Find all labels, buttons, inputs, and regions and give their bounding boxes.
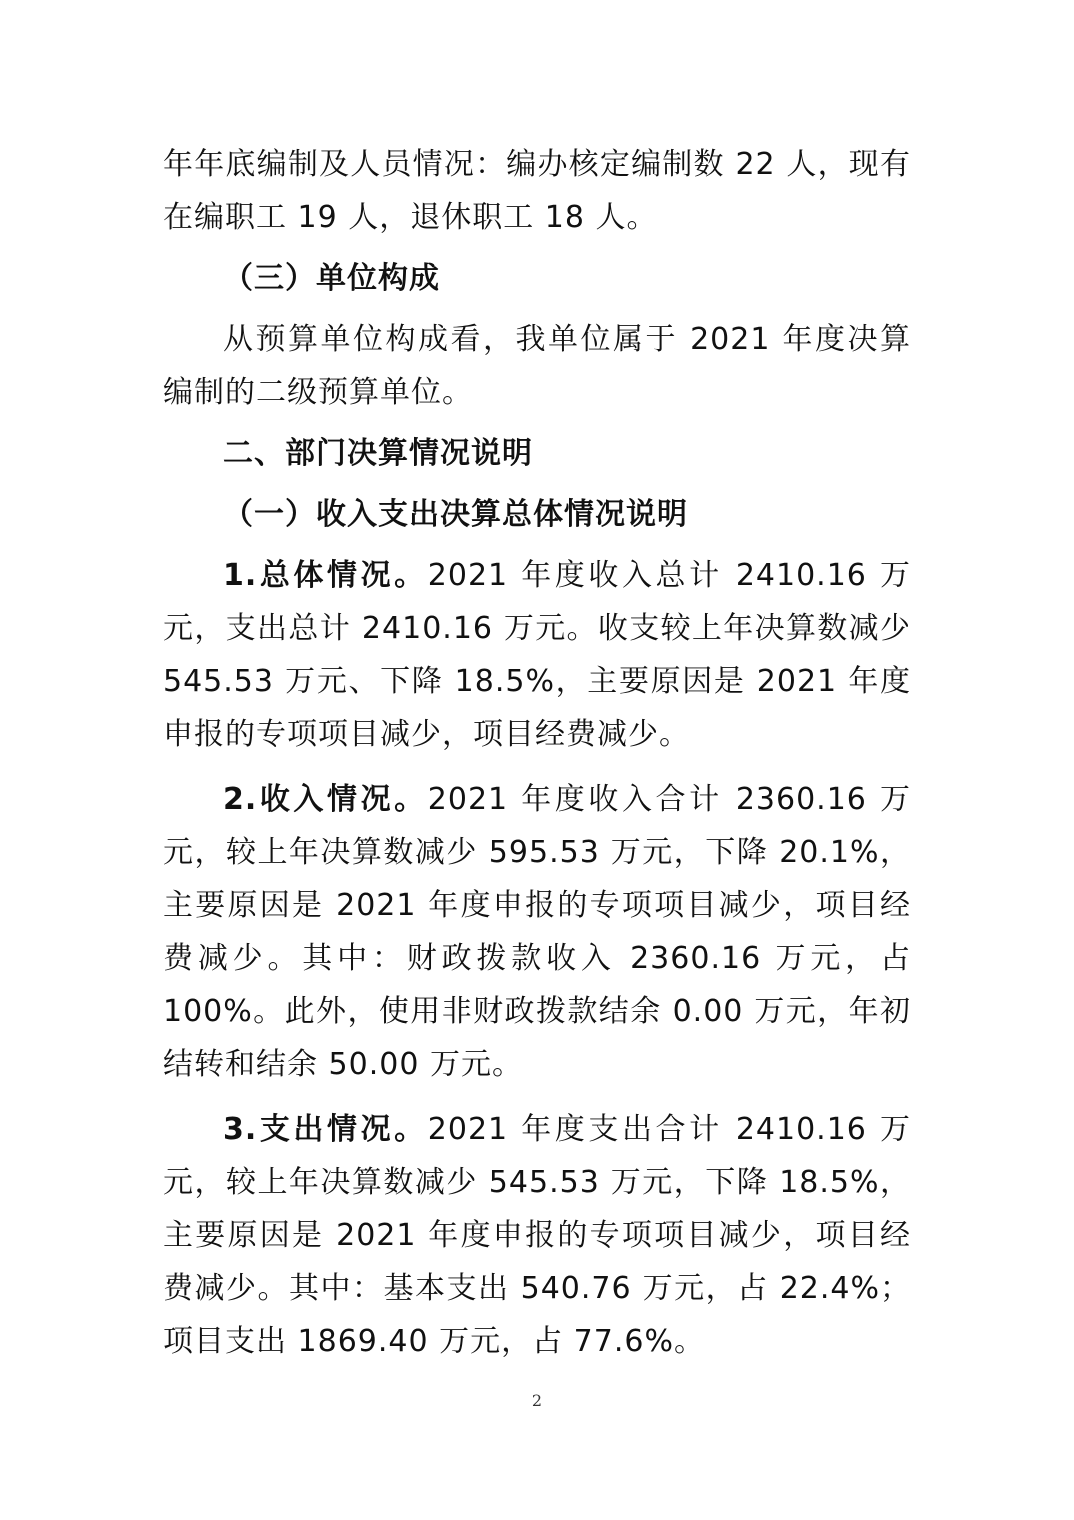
paragraph-overall-lead: 1.总体情况。: [223, 558, 428, 593]
paragraph-expense-lead: 3.支出情况。: [223, 1112, 428, 1147]
heading-income-expense-overview: （一）收入支出决算总体情况说明: [223, 497, 688, 532]
page-number: 2: [531, 1391, 543, 1410]
paragraph-expense-text: 2021 年度支出合计 2410.16 万元，较上年决算数减少 545.53 万元，下降 18.5%，主要原因是 2021 年度申报的专项项目减少，项目经费减少。其中：基本支出 540.76 万元，占 22.4%；项目支出 1869.40 万元，占 77.6%。: [163, 1112, 912, 1359]
paragraph-overall-text: 2021 年度收入总计 2410.16 万元，支出总计 2410.16 万元。收支较上年决算数减少 545.53 万元、下降 18.5%，主要原因是 2021 年度申报的专项项目减少，项目经费减少。: [163, 558, 912, 752]
document-body: [163, 138, 911, 1368]
heading-section-2: 二、部门决算情况说明: [223, 436, 533, 471]
paragraph-staffing: 年年底编制及人员情况：编办核定编制数 22 人，现有在编职工 19 人，退休职工 18 人。: [163, 147, 911, 235]
paragraph-income: [163, 773, 911, 1091]
paragraph-overall: [163, 549, 911, 761]
paragraph-income-lead: 2.收入情况。: [223, 782, 428, 817]
heading-unit-composition: （三）单位构成: [223, 261, 440, 296]
paragraph-income-text: 2021 年度收入合计 2360.16 万元，较上年决算数减少 595.53 万元，下降 20.1%，主要原因是 2021 年度申报的专项项目减少，项目经费减少。其中：财政拨款收入 2360.16 万元，占 100%。此外，使用非财政拨款结余 0.00 万元，年初结转和结余 50.00 万元。: [163, 782, 912, 1082]
paragraph-expense: [163, 1103, 911, 1368]
paragraph-unit-composition: 从预算单位构成看，我单位属于 2021 年度决算编制的二级预算单位。: [163, 322, 911, 410]
